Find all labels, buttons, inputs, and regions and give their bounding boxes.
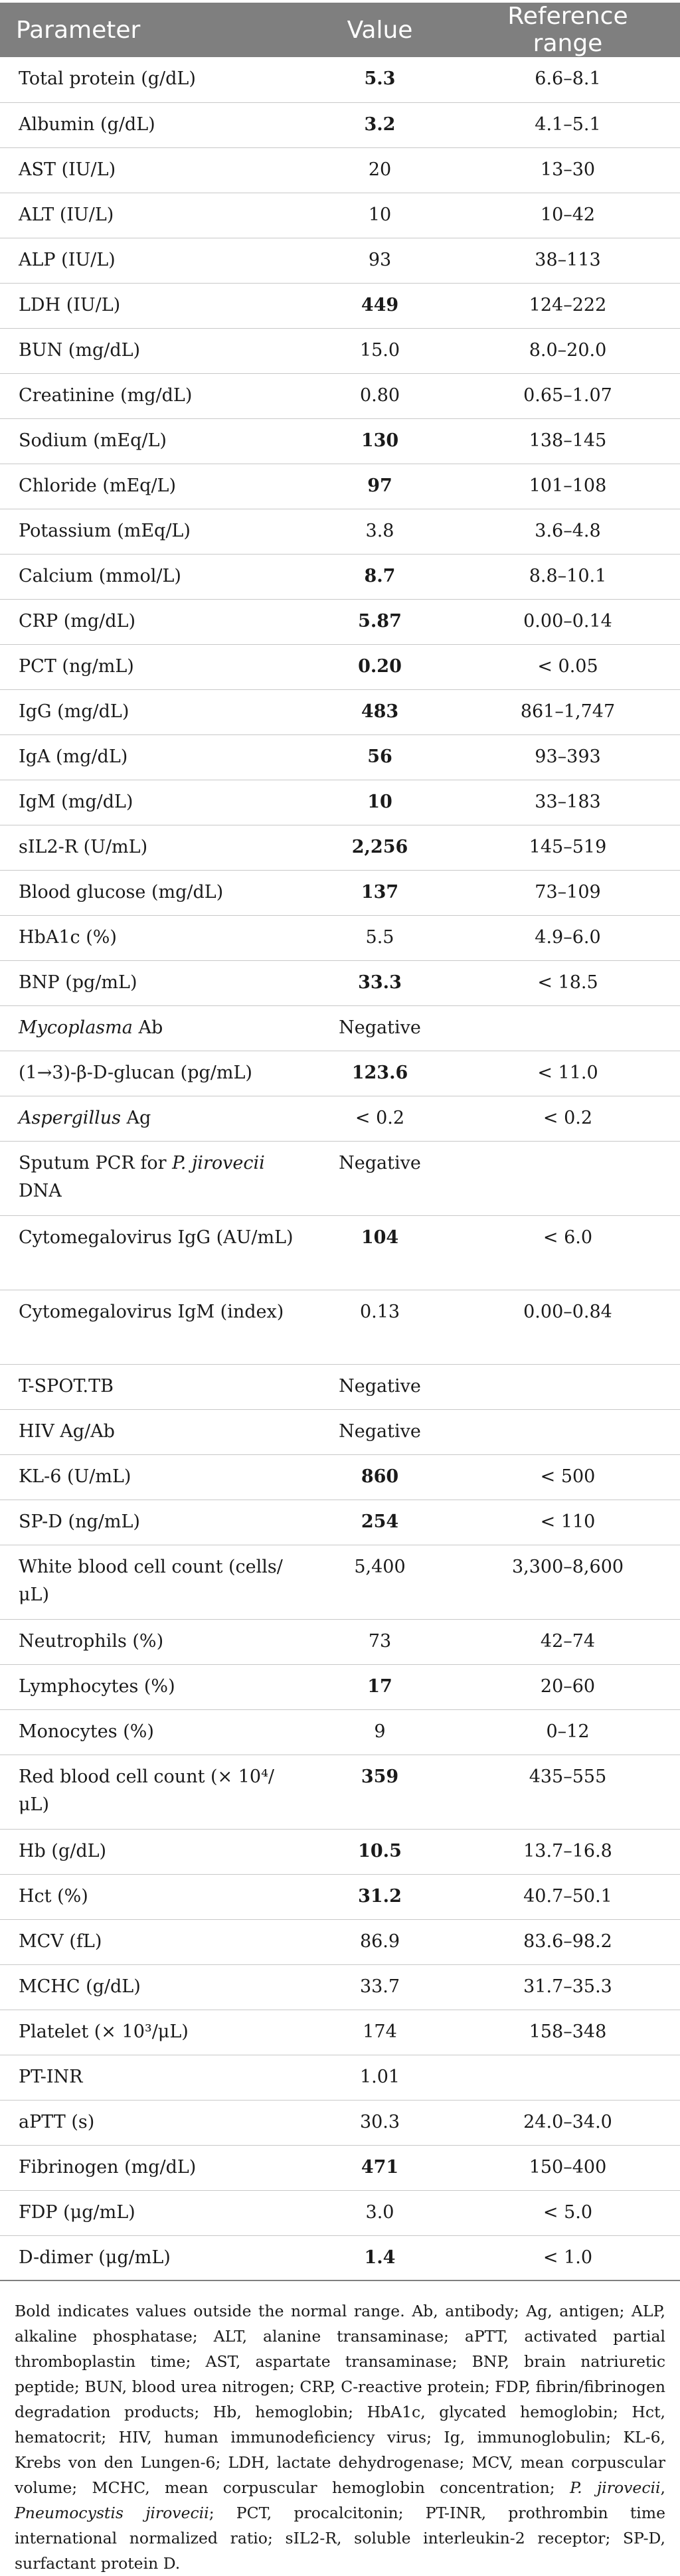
parameter-cell: Calcium (mmol/L): [19, 565, 181, 586]
table-row: [0, 193, 680, 238]
table-row: [0, 102, 680, 147]
value-cell: 2,256: [351, 836, 408, 857]
reference-range-cell: 8.8–10.1: [529, 565, 607, 586]
table-row: [0, 870, 680, 915]
reference-range-cell: 861–1,747: [520, 701, 616, 722]
reference-range-cell: 150–400: [529, 2156, 607, 2178]
reference-range-cell: 0–12: [546, 1721, 590, 1742]
reference-range-cell: [456, 1005, 680, 1051]
parameter-cell: Sputum PCR for P. jirovecii DNA: [19, 1152, 265, 1201]
value-cell: 20: [368, 159, 392, 180]
table-row: [0, 1290, 680, 1364]
value-cell: 0.13: [359, 1301, 400, 1322]
table-row: [0, 780, 680, 825]
reference-range-cell: < 500: [540, 1466, 596, 1487]
reference-range-cell: 435–555: [529, 1766, 607, 1787]
reference-range-cell: 6.6–8.1: [535, 68, 601, 89]
parameter-cell: Sodium (mEq/L): [19, 430, 167, 451]
parameter-cell: PCT (ng/mL): [19, 655, 134, 677]
reference-range-cell: 0.00–0.14: [523, 610, 612, 632]
value-cell: Negative: [339, 1017, 421, 1038]
value-cell: 86.9: [359, 1931, 400, 1952]
header-parameter: Parameter: [16, 16, 141, 44]
reference-range-cell: [456, 1409, 680, 1454]
reference-range-cell: 33–183: [535, 791, 601, 812]
value-cell: Negative: [339, 1375, 421, 1397]
parameter-cell: HIV Ag/Ab: [19, 1420, 115, 1442]
value-cell: 3.2: [364, 114, 396, 135]
table-row: [0, 2145, 680, 2190]
table-row: [0, 2010, 680, 2055]
reference-range-cell: < 0.05: [537, 655, 598, 677]
reference-range-cell: 4.9–6.0: [535, 926, 601, 948]
table-row: [0, 238, 680, 283]
table-row: [0, 1005, 680, 1051]
table-row: [0, 1619, 680, 1664]
value-cell: 174: [363, 2021, 397, 2042]
parameter-cell: ALT (IU/L): [19, 204, 114, 225]
table-row: [0, 1874, 680, 1919]
table-row: [0, 328, 680, 373]
parameter-cell: Lymphocytes (%): [19, 1675, 175, 1697]
value-cell: 17: [367, 1675, 392, 1697]
parameter-cell: Total protein (g/dL): [19, 68, 196, 89]
reference-range-cell: 73–109: [535, 881, 601, 902]
parameter-cell: D-dimer (μg/mL): [19, 2247, 171, 2268]
table-row: [0, 734, 680, 780]
reference-range-cell: 42–74: [540, 1630, 596, 1652]
reference-range-cell: 24.0–34.0: [523, 2111, 612, 2132]
parameter-cell: IgA (mg/dL): [19, 746, 128, 767]
parameter-cell: MCHC (g/dL): [19, 1976, 141, 1997]
table-row: [0, 1545, 680, 1619]
table-row: [0, 2190, 680, 2235]
value-cell: 73: [368, 1630, 392, 1652]
table-row: [0, 1709, 680, 1755]
parameter-cell: HbA1c (%): [19, 926, 117, 948]
table-body: [0, 57, 680, 2280]
reference-range-cell: < 18.5: [537, 972, 598, 993]
table-row: [0, 644, 680, 689]
value-cell: 5.87: [358, 610, 402, 632]
reference-range-cell: 93–393: [535, 746, 601, 767]
parameter-cell: Red blood cell count (× 10⁴/μL): [19, 1766, 275, 1815]
reference-range-cell: 145–519: [529, 836, 607, 857]
value-cell: 471: [361, 2156, 399, 2178]
value-cell: 1.4: [364, 2247, 396, 2268]
table-row: [0, 1051, 680, 1096]
table-row: [0, 1829, 680, 1874]
value-cell: 33.7: [359, 1976, 400, 1997]
value-cell: 33.3: [358, 972, 402, 993]
parameter-cell: Hct (%): [19, 1885, 88, 1907]
value-cell: 9: [374, 1721, 386, 1742]
parameter-cell: ALP (IU/L): [19, 249, 116, 270]
parameter-cell: IgM (mg/dL): [19, 791, 133, 812]
value-cell: 137: [361, 881, 399, 902]
parameter-cell: LDH (IU/L): [19, 294, 121, 315]
value-cell: 860: [361, 1466, 399, 1487]
table-row: [0, 1664, 680, 1709]
table-row: [0, 1964, 680, 2010]
table-row: [0, 1141, 680, 1215]
reference-range-cell: < 110: [540, 1511, 596, 1532]
table-row: [0, 554, 680, 599]
table-row: [0, 599, 680, 644]
table-row: [0, 373, 680, 418]
reference-range-cell: [456, 1141, 680, 1215]
parameter-cell: CRP (mg/dL): [19, 610, 136, 632]
value-cell: 10: [367, 791, 392, 812]
reference-range-cell: 101–108: [529, 475, 607, 496]
value-cell: 483: [361, 701, 399, 722]
value-cell: 93: [368, 249, 392, 270]
table-header-row: [0, 3, 680, 57]
reference-range-cell: 83.6–98.2: [523, 1931, 612, 1952]
parameter-cell: AST (IU/L): [19, 159, 116, 180]
reference-range-cell: 158–348: [529, 2021, 607, 2042]
value-cell: 130: [361, 430, 399, 451]
parameter-cell: BUN (mg/dL): [19, 339, 141, 361]
value-cell: 5.5: [365, 926, 394, 948]
parameter-cell: Platelet (× 10³/μL): [19, 2021, 189, 2042]
reference-range-cell: 13.7–16.8: [523, 1840, 612, 1861]
parameter-cell: Monocytes (%): [19, 1721, 154, 1742]
table-row: [0, 2055, 680, 2100]
parameter-cell: (1→3)-β-D-glucan (pg/mL): [19, 1062, 252, 1083]
value-cell: Negative: [339, 1420, 421, 1442]
reference-range-cell: 138–145: [529, 430, 607, 451]
table-row: [0, 825, 680, 870]
table-row: [0, 1454, 680, 1500]
table-row: [0, 1215, 680, 1290]
header-reference-range: Reference range: [507, 3, 628, 57]
table-row: [0, 418, 680, 464]
table-row: [0, 1919, 680, 1964]
reference-range-cell: < 0.2: [543, 1107, 593, 1128]
reference-range-cell: 8.0–20.0: [529, 339, 607, 361]
parameter-cell: Creatinine (mg/dL): [19, 385, 193, 406]
table-row: [0, 509, 680, 554]
value-cell: 0.20: [358, 655, 402, 677]
value-cell: 359: [361, 1766, 399, 1787]
table-row: [0, 1500, 680, 1545]
value-cell: 5,400: [354, 1556, 406, 1577]
reference-range-cell: 10–42: [540, 204, 596, 225]
table-row: [0, 283, 680, 328]
value-cell: 3.8: [365, 520, 394, 541]
reference-range-cell: [456, 2055, 680, 2100]
reference-range-cell: 0.00–0.84: [523, 1301, 612, 1322]
parameter-cell: KL-6 (U/mL): [19, 1466, 131, 1487]
parameter-cell: Hb (g/dL): [19, 1840, 107, 1861]
reference-range-cell: < 5.0: [543, 2201, 593, 2223]
table-row: [0, 915, 680, 960]
parameter-cell: Aspergillus Ag: [19, 1107, 151, 1128]
value-cell: 123.6: [351, 1062, 408, 1083]
parameter-cell: Chloride (mEq/L): [19, 475, 177, 496]
parameter-cell: BNP (pg/mL): [19, 972, 137, 993]
table-row: [0, 2100, 680, 2145]
reference-range-cell: 20–60: [540, 1675, 596, 1697]
table-row: [0, 689, 680, 734]
value-cell: 0.80: [359, 385, 400, 406]
parameter-cell: Potassium (mEq/L): [19, 520, 191, 541]
value-cell: 10: [368, 204, 392, 225]
reference-range-cell: < 6.0: [543, 1227, 593, 1248]
value-cell: 56: [367, 746, 392, 767]
parameter-cell: aPTT (s): [19, 2111, 95, 2132]
parameter-cell: MCV (fL): [19, 1931, 102, 1952]
reference-range-cell: 31.7–35.3: [523, 1976, 612, 1997]
table-row: [0, 1755, 680, 1829]
value-cell: 104: [361, 1227, 399, 1248]
value-cell: 30.3: [359, 2111, 400, 2132]
table-footnote: Bold indicates values outside the normal range. Ab, antibody; Ag, antigen; ALP, alkaline phosphatase; ALT, alanine transaminase; aPTT, activated partial thromboplastin time; AST, aspartate transaminase; BNP, brain natriuretic peptide; BUN, blood urea nitrogen; CRP, C-reactive protein; FDP, fibrin/fibrinogen degradation products; Hb, hemoglobin; HbA1c, glycated hemoglobin; Hct, hematocrit; HIV, human immunodeficiency virus; Ig, immunoglobulin; KL-6, Krebs von den Lungen-6; LDH, lactate dehydrogenase; MCV, mean corpuscular volume; MCHC, mean corpuscular hemoglobin concentration; P. jirovecii, Pneumocystis jirovecii; PCT, procalcitonin; PT-INR, prothrombin time international normalized ratio; sIL2-R, soluble interleukin-2 receptor; SP-D, surfactant protein D.: [15, 2302, 665, 2573]
parameter-cell: Mycoplasma Ab: [19, 1017, 163, 1038]
value-cell: 97: [367, 475, 392, 496]
parameter-cell: Neutrophils (%): [19, 1630, 164, 1652]
parameter-cell: sIL2-R (U/mL): [19, 836, 148, 857]
reference-range-cell: [456, 1364, 680, 1409]
value-cell: 449: [361, 294, 399, 315]
parameter-cell: Albumin (g/dL): [19, 114, 155, 135]
value-cell: 15.0: [359, 339, 400, 361]
parameter-cell: Cytomegalovirus IgM (index): [19, 1301, 284, 1322]
lab-results-table: [0, 3, 680, 2281]
table-row: [0, 1096, 680, 1141]
header-value: Value: [347, 16, 413, 44]
value-cell: 8.7: [364, 565, 396, 586]
reference-range-cell: 0.65–1.07: [523, 385, 612, 406]
table-row: [0, 147, 680, 193]
value-cell: 254: [361, 1511, 399, 1532]
reference-range-cell: 13–30: [540, 159, 596, 180]
value-cell: 3.0: [365, 2201, 394, 2223]
table-row: [0, 2235, 680, 2280]
reference-range-cell: 3.6–4.8: [535, 520, 601, 541]
parameter-cell: Fibrinogen (mg/dL): [19, 2156, 197, 2178]
table-row: [0, 960, 680, 1005]
reference-range-cell: 124–222: [529, 294, 607, 315]
table-row: [0, 1409, 680, 1454]
value-cell: 10.5: [358, 1840, 402, 1861]
reference-range-cell: 40.7–50.1: [523, 1885, 612, 1907]
reference-range-cell: 3,300–8,600: [511, 1556, 624, 1577]
reference-range-cell: 4.1–5.1: [535, 114, 601, 135]
value-cell: 31.2: [358, 1885, 402, 1907]
value-cell: 5.3: [364, 68, 396, 89]
parameter-cell: SP-D (ng/mL): [19, 1511, 140, 1532]
value-cell: 1.01: [359, 2066, 400, 2087]
parameter-cell: Blood glucose (mg/dL): [19, 881, 224, 902]
parameter-cell: T-SPOT.TB: [19, 1375, 114, 1397]
reference-range-cell: 38–113: [535, 249, 601, 270]
value-cell: Negative: [339, 1152, 421, 1173]
parameter-cell: White blood cell count (cells/μL): [19, 1556, 283, 1605]
parameter-cell: IgG (mg/dL): [19, 701, 129, 722]
parameter-cell: Cytomegalovirus IgG (AU/mL): [19, 1227, 294, 1248]
table-row: [0, 57, 680, 102]
parameter-cell: PT-INR: [19, 2066, 83, 2087]
reference-range-cell: < 1.0: [543, 2247, 593, 2268]
parameter-cell: FDP (μg/mL): [19, 2201, 135, 2223]
table-row: [0, 1364, 680, 1409]
value-cell: < 0.2: [355, 1107, 405, 1128]
reference-range-cell: < 11.0: [537, 1062, 598, 1083]
table-row: [0, 464, 680, 509]
